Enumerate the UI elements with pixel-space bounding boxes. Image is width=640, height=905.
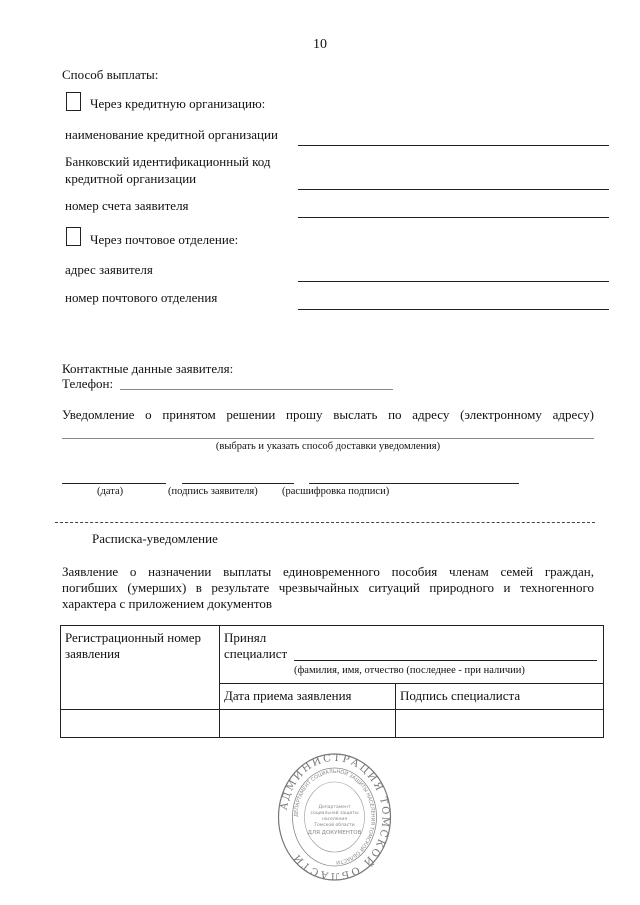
credit-org-name-field[interactable]: [298, 145, 609, 146]
credit-org-option-label: Через кредитную организацию:: [90, 96, 266, 111]
post-office-field[interactable]: [298, 309, 609, 310]
signature-label: (подпись заявителя): [168, 486, 258, 497]
fio-hint: (фамилия, имя, отчество (последнее - при наличии): [294, 665, 525, 676]
receipt-body-line1: Заявление о назначении выплаты единовременного пособия членам семей граждан,: [62, 564, 594, 579]
specialist-label: специалист: [224, 646, 288, 661]
date-col-label: Дата приема заявления: [224, 688, 352, 703]
svg-text:ДЕПАРТАМЕНТ СОЦИАЛЬНОЙ ЗАЩИТЫ: ДЕПАРТАМЕНТ СОЦИАЛЬНОЙ ЗАЩИТЫ НАСЕЛЕНИЯ ТОМСКОЙ ОБЛАСТИ: [293, 768, 376, 865]
specialist-fio-field[interactable]: [294, 660, 597, 661]
date-field[interactable]: [62, 483, 166, 484]
signature-col-label: Подпись специалиста: [400, 688, 521, 703]
address-label: адрес заявителя: [65, 262, 153, 277]
signature-field[interactable]: [182, 483, 294, 484]
account-label: номер счета заявителя: [65, 198, 189, 213]
accepted-cell: [220, 626, 604, 684]
svg-text:ДЛЯ ДОКУМЕНТОВ: ДЛЯ ДОКУМЕНТОВ: [307, 830, 362, 836]
post-office-label: номер почтового отделения: [65, 290, 218, 305]
phone-field[interactable]: [120, 389, 393, 390]
signature-col-header: [396, 684, 604, 710]
cut-line: [55, 522, 595, 523]
bik-field[interactable]: [298, 189, 609, 190]
notification-hint: (выбрать и указать способ доставки уведомления): [215, 441, 441, 452]
date-value-cell[interactable]: [220, 710, 396, 738]
notification-text: Уведомление о принятом решении прошу выслать по адресу (электронному адресу): [62, 407, 594, 422]
signature-decode-label: (расшифровка подписи): [282, 486, 390, 497]
reg-number-value-cell[interactable]: [61, 710, 220, 738]
signature-decode-field[interactable]: [309, 483, 519, 484]
credit-org-checkbox[interactable]: [66, 92, 81, 111]
date-col-header: [220, 684, 396, 710]
payment-heading: Способ выплаты:: [62, 67, 159, 82]
receipt-body-line2: погибших (умерших) в результате чрезвычайных ситуаций природного и техногенного: [62, 580, 594, 595]
official-stamp: [277, 752, 392, 882]
svg-text:населения: населения: [321, 817, 348, 822]
bik-label-line1: Банковский идентификационный код: [65, 154, 271, 169]
reg-number-label: Регистрационный номер заявления: [65, 630, 201, 661]
phone-label: Телефон:: [62, 376, 114, 391]
credit-org-name-label: наименование кредитной организации: [65, 127, 278, 142]
notification-address-field[interactable]: [62, 438, 594, 439]
bik-label-line2: кредитной организации: [65, 171, 197, 186]
svg-text:Томской области: Томской области: [314, 823, 355, 828]
receipt-body-line3: характера с приложением документов: [62, 596, 272, 611]
registration-table: [60, 625, 604, 738]
signature-value-cell[interactable]: [396, 710, 604, 738]
post-option-label: Через почтовое отделение:: [90, 232, 239, 247]
svg-text:АДМИНИСТРАЦИЯ ТОМСКОЙ ОБЛАСТИ: АДМИНИСТРАЦИЯ ТОМСКОЙ ОБЛАСТИ: [278, 752, 391, 882]
svg-text:социальной защиты: социальной защиты: [310, 811, 359, 816]
contacts-heading: Контактные данные заявителя:: [62, 361, 234, 376]
date-label: (дата): [97, 486, 124, 497]
accepted-label: Принял: [224, 630, 267, 645]
svg-text:Департамент: Департамент: [318, 805, 351, 810]
address-field[interactable]: [298, 281, 609, 282]
post-office-checkbox[interactable]: [66, 227, 81, 246]
receipt-title: Расписка-уведомление: [92, 531, 218, 546]
account-field[interactable]: [298, 217, 609, 218]
reg-number-cell: [61, 626, 220, 710]
page-number: 10: [313, 37, 327, 52]
